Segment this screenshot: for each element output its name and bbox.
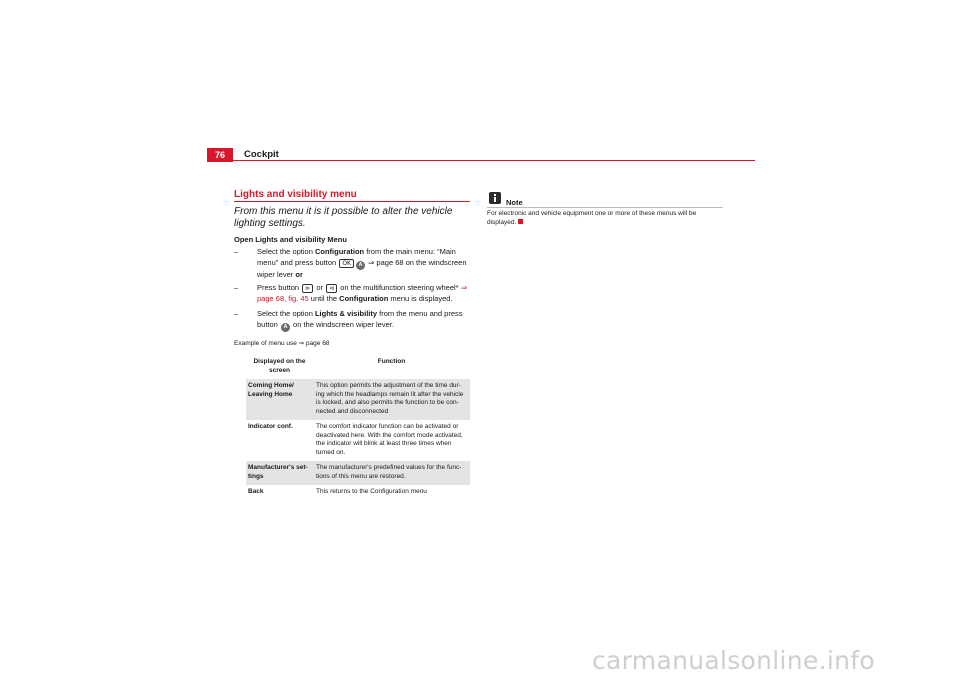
step-1 bbox=[234, 247, 470, 280]
step-text-part: Select the option bbox=[257, 247, 315, 256]
step-dash: – bbox=[234, 283, 239, 292]
ok-key-icon: OK bbox=[339, 259, 354, 268]
row-name: Back bbox=[248, 488, 264, 495]
option-lights-visibility: Lights & visibility bbox=[314, 309, 378, 318]
table-row bbox=[246, 379, 470, 420]
step-3 bbox=[234, 309, 470, 332]
step-text bbox=[257, 309, 470, 332]
note-text-body: For electronic and vehicle equipment one or more of these menus will be displayed. bbox=[487, 210, 697, 226]
row-name: Manufacturer's set-tings bbox=[246, 461, 313, 485]
column-header-function: Function bbox=[377, 358, 406, 365]
step-dash: – bbox=[234, 247, 239, 256]
step-text-part: Press button bbox=[257, 283, 302, 292]
step-text-part: from the main menu: “Main menu” and press button bbox=[257, 247, 456, 267]
section-title: Lights and visibility menu bbox=[234, 189, 357, 200]
end-of-section-icon bbox=[518, 219, 523, 224]
step-text-part: Select the option bbox=[257, 309, 315, 318]
step-text-part: or bbox=[314, 283, 326, 292]
subheading: Open Lights and visibility Menu bbox=[234, 235, 347, 244]
option-configuration: Configuration bbox=[339, 293, 389, 303]
example-reference: Example of menu use ⇒ page 68 bbox=[234, 340, 330, 347]
row-function: The comfort indicator function can be activated or deactivated here. With the comfort mode activated, the indicator will blink at least three times when turned on. bbox=[316, 423, 463, 456]
step-text bbox=[257, 283, 470, 304]
row-name: Coming Home/ Leaving Home bbox=[246, 379, 313, 420]
table-row bbox=[246, 485, 470, 501]
step-text-part: until the bbox=[308, 293, 340, 303]
page-number: 76 bbox=[207, 148, 233, 162]
note-title: Note bbox=[506, 198, 523, 207]
step-text-part: on the windscreen wiper lever. bbox=[290, 319, 394, 329]
row-name: Indicator conf. bbox=[248, 423, 293, 430]
chapter-title: Cockpit bbox=[244, 149, 279, 160]
menu-table bbox=[246, 356, 470, 501]
header-divider bbox=[207, 160, 755, 161]
step-text-part: on the multifunction steering wheel* bbox=[338, 283, 461, 292]
step-2 bbox=[234, 283, 470, 304]
step-text-part: from the menu and press button bbox=[257, 309, 463, 329]
next-key-icon: ⊳ bbox=[302, 284, 313, 293]
info-note-icon bbox=[489, 192, 501, 204]
page-reference-link[interactable]: ⇒ page 68, fig. 45 bbox=[257, 283, 467, 303]
section-intro: From this menu it is it possible to alter the vehicle lighting settings. bbox=[234, 206, 453, 229]
note-text bbox=[487, 209, 717, 227]
row-function: This returns to the Configuration menu bbox=[316, 488, 427, 495]
table-row bbox=[246, 461, 470, 485]
table-header-row bbox=[246, 356, 470, 379]
step-dash: – bbox=[234, 309, 239, 318]
step-text-part: menu is displayed. bbox=[388, 293, 453, 303]
table-row bbox=[246, 420, 470, 461]
row-function: The manufacturer's predefined values for the func-tions of this menu are restored. bbox=[313, 461, 470, 485]
a-key-icon: A bbox=[356, 261, 365, 270]
watermark: carmanualsonline.info bbox=[592, 646, 875, 675]
column-header-screen: Displayed on the screen bbox=[253, 358, 306, 374]
row-function: This option permits the adjustment of the time dur-ing which the headlamps remain lit after the vehicle is locked, and also permits the function to be con-nected and disconnected bbox=[313, 379, 470, 420]
or-word: or bbox=[295, 269, 303, 279]
a-key-icon: A bbox=[281, 323, 290, 332]
note-divider bbox=[487, 207, 723, 208]
step-text-part: ⇒ page 68 on the windscreen wiper lever bbox=[257, 257, 467, 279]
option-configuration: Configuration bbox=[314, 247, 365, 256]
step-text bbox=[257, 247, 470, 280]
prev-key-icon: ⊲ bbox=[326, 284, 337, 293]
section-divider bbox=[234, 201, 470, 202]
